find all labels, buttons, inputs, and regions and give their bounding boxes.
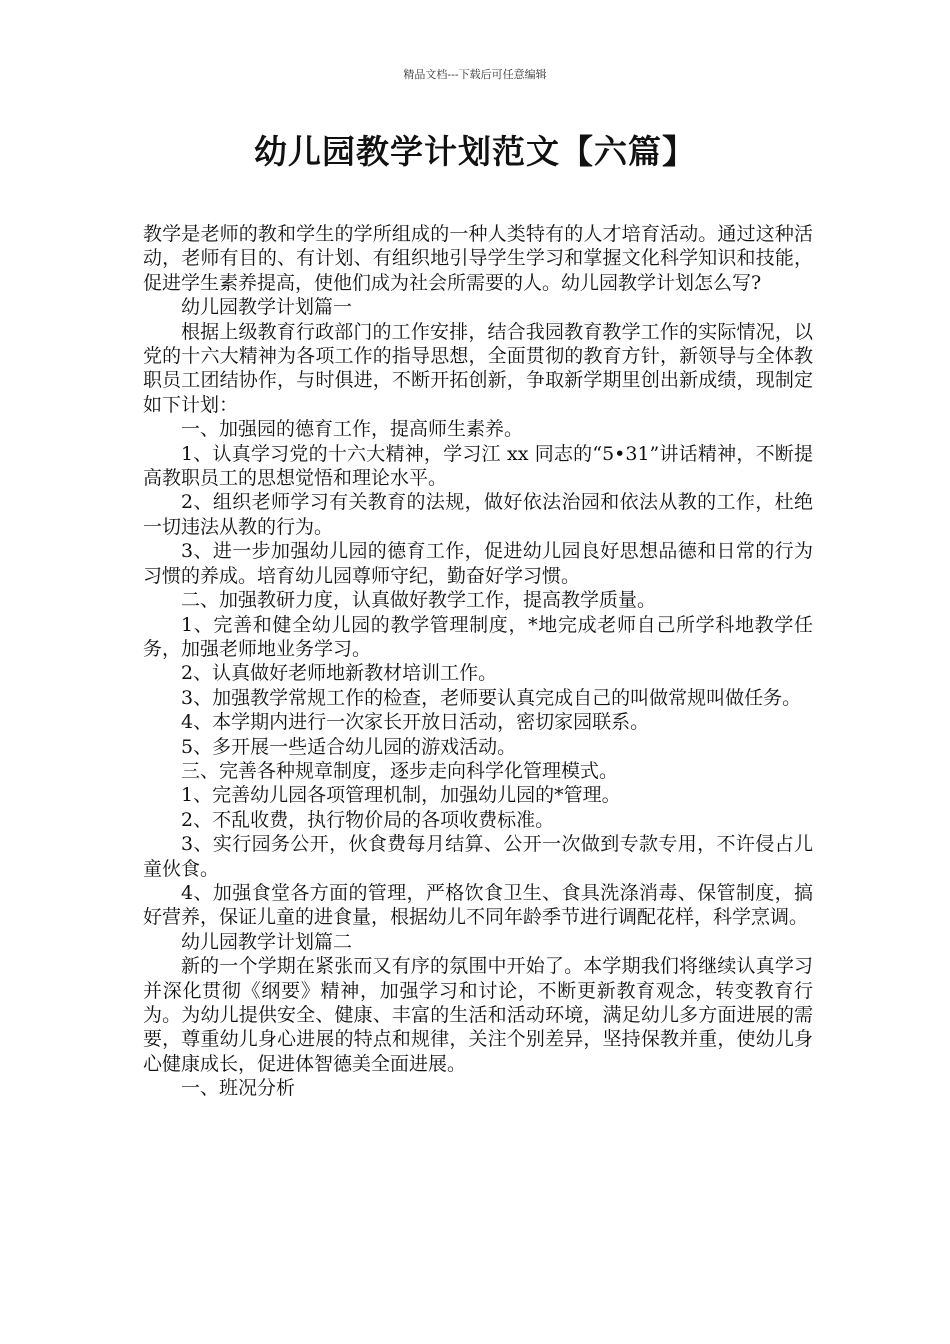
section-heading: 幼儿园教学计划篇二 bbox=[181, 930, 353, 953]
document-body bbox=[143, 222, 813, 1101]
list-item: 1、认真学习党的十六大精神，学习江 xx 同志的“5•31”讲话精神，不断提高教职员工的思想觉悟和理论水平。 bbox=[143, 442, 813, 490]
list-item: 4、本学期内进行一次家长开放日活动，密切家园联系。 bbox=[181, 711, 650, 734]
body-paragraph: 新的一个学期在紧张而又有序的氛围中开始了。本学期我们将继续认真学习并深化贯彻《纲要》精神，加强学习和讨论，不断更新教育观念，转变教育行为。为幼儿提供安全、健康、丰富的生活和活动环境，满足幼儿多方面进展的需要，尊重幼儿身心进展的特点和规律，关注个别差异，坚持保教并重，使幼儿身心健康成长，促进体智德美全面进展。 bbox=[143, 955, 813, 1075]
page-header-note: 精品文档---下载后可任意编辑 bbox=[403, 68, 547, 81]
subsection-heading: 一、班况分析 bbox=[181, 1077, 296, 1100]
list-item: 4、加强食堂各方面的管理，严格饮食卫生、食具洗涤消毒、保管制度，搞好营养，保证儿童的进食量，根据幼儿不同年龄季节进行调配花样，科学烹调。 bbox=[143, 881, 813, 929]
list-item: 3、加强教学常规工作的检查，老师要认真完成自己的叫做常规叫做任务。 bbox=[181, 686, 802, 709]
intro-paragraph: 教学是老师的教和学生的学所组成的一种人类特有的人才培育活动。通过这种活动，老师有目的、有计划、有组织地引导学生学习和掌握文化科学知识和技能，促进学生素养提高，使他们成为社会所需要的人。幼儿园教学计划怎么写? bbox=[143, 223, 813, 294]
list-item: 1、完善幼儿园各项管理机制，加强幼儿园的*管理。 bbox=[181, 784, 621, 807]
list-item: 1、完善和健全幼儿园的教学管理制度，*地完成老师自己所学科地教学任务，加强老师地业务学习。 bbox=[143, 613, 813, 660]
subsection-heading: 二、加强教研力度，认真做好教学工作，提高教学质量。 bbox=[181, 589, 657, 612]
list-item: 2、认真做好老师地新教材培训工作。 bbox=[181, 662, 498, 685]
list-item: 2、组织老师学习有关教育的法规，做好依法治园和依法从教的工作，杜绝一切违法从教的行为。 bbox=[143, 491, 813, 538]
list-item: 5、多开展一些适合幼儿园的游戏活动。 bbox=[181, 735, 517, 758]
list-item: 2、不乱收费，执行物价局的各项收费标准。 bbox=[181, 808, 555, 831]
body-paragraph: 根据上级教育行政部门的工作安排，结合我园教育教学工作的实际情况，以党的十六大精神为各项工作的指导思想，全面贯彻的教育方针，新领导与全体教职员工团结协作，与时俱进，不断开拓创新，争取新学期里创出新成绩，现制定如下计划： bbox=[143, 320, 813, 416]
document-title: 幼儿园教学计划范文【六篇】 bbox=[254, 132, 696, 171]
list-item: 3、进一步加强幼儿园的德育工作，促进幼儿园良好思想品德和日常的行为习惯的养成。培育幼儿园尊师守纪，勤奋好学习惯。 bbox=[143, 540, 813, 587]
subsection-heading: 一、加强园的德育工作，提高师生素养。 bbox=[181, 418, 524, 441]
section-heading: 幼儿园教学计划篇一 bbox=[181, 296, 353, 319]
subsection-heading: 三、完善各种规章制度，逐步走向科学化管理模式。 bbox=[181, 759, 619, 782]
list-item: 3、实行园务公开，伙食费每月结算、公开一次做到专款专用，不许侵占儿童伙食。 bbox=[143, 833, 813, 880]
